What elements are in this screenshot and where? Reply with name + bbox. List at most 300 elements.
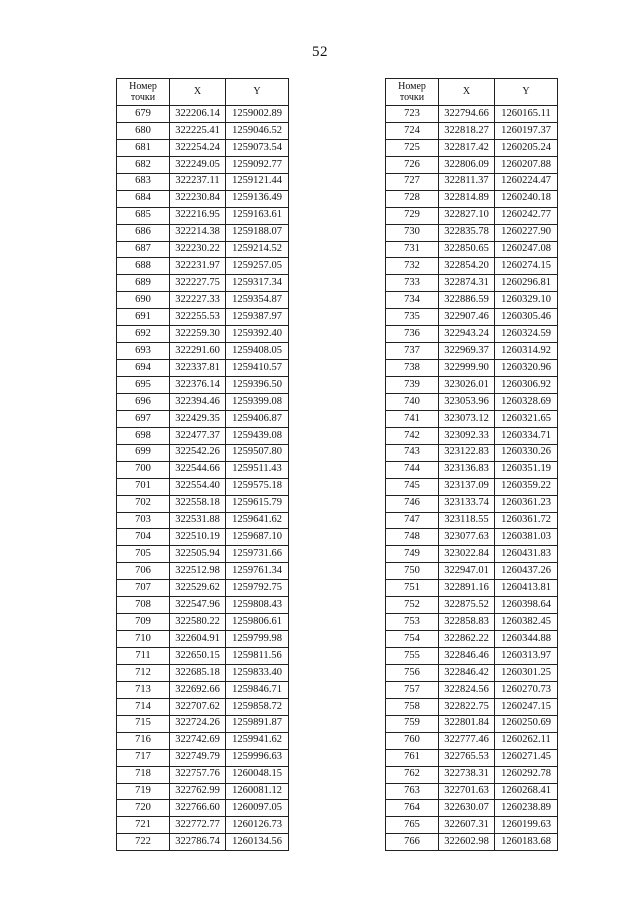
y-coordinate-cell: 1260306.92 [495, 377, 558, 394]
x-coordinate-cell: 323136.83 [439, 461, 495, 478]
x-coordinate-cell: 323022.84 [439, 546, 495, 563]
point-number-cell: 688 [117, 258, 170, 275]
x-coordinate-cell: 322580.22 [170, 614, 226, 631]
table-row [117, 563, 289, 580]
x-coordinate-cell: 322742.69 [170, 732, 226, 749]
y-coordinate-cell: 1260296.81 [495, 275, 558, 292]
point-number-cell: 732 [386, 258, 439, 275]
point-number-cell: 753 [386, 614, 439, 631]
table-row [117, 834, 289, 851]
y-coordinate-cell: 1260270.73 [495, 681, 558, 698]
x-coordinate-cell: 322858.83 [439, 614, 495, 631]
point-number-cell: 706 [117, 563, 170, 580]
point-number-cell: 714 [117, 698, 170, 715]
table-row [386, 529, 558, 546]
point-number-cell: 702 [117, 495, 170, 512]
x-coordinate-cell: 323026.01 [439, 377, 495, 394]
table-row [386, 427, 558, 444]
y-coordinate-cell: 1260240.18 [495, 190, 558, 207]
y-coordinate-cell: 1259507.80 [226, 444, 289, 461]
y-coordinate-cell: 1260126.73 [226, 817, 289, 834]
table-row [386, 207, 558, 224]
table-row [386, 698, 558, 715]
x-coordinate-cell: 322835.78 [439, 224, 495, 241]
table-row [117, 783, 289, 800]
table-row [386, 664, 558, 681]
x-coordinate-cell: 322907.46 [439, 309, 495, 326]
table-row [117, 648, 289, 665]
table-row [117, 427, 289, 444]
table-row [117, 139, 289, 156]
y-coordinate-cell: 1260351.19 [495, 461, 558, 478]
table-row [117, 410, 289, 427]
x-coordinate-cell: 322692.66 [170, 681, 226, 698]
table-row [386, 834, 558, 851]
x-coordinate-cell: 322249.05 [170, 156, 226, 173]
table-row [386, 580, 558, 597]
table-row [117, 309, 289, 326]
point-number-cell: 731 [386, 241, 439, 258]
table-row [386, 563, 558, 580]
table-row [117, 275, 289, 292]
y-coordinate-cell: 1259846.71 [226, 681, 289, 698]
y-coordinate-cell: 1259996.63 [226, 749, 289, 766]
y-coordinate-cell: 1260224.47 [495, 173, 558, 190]
y-coordinate-cell: 1259687.10 [226, 529, 289, 546]
y-coordinate-cell: 1260320.96 [495, 360, 558, 377]
table-row [117, 495, 289, 512]
table-row [117, 478, 289, 495]
table-row [117, 156, 289, 173]
x-coordinate-cell: 322772.77 [170, 817, 226, 834]
header-point-number-line1: Номер [129, 81, 157, 92]
point-number-cell: 750 [386, 563, 439, 580]
point-number-cell: 737 [386, 343, 439, 360]
x-coordinate-cell: 322230.22 [170, 241, 226, 258]
x-coordinate-cell: 323053.96 [439, 393, 495, 410]
point-number-cell: 698 [117, 427, 170, 444]
x-coordinate-cell: 322786.74 [170, 834, 226, 851]
table-header-row [117, 79, 289, 106]
x-coordinate-cell: 322227.75 [170, 275, 226, 292]
y-coordinate-cell: 1260183.68 [495, 834, 558, 851]
point-number-cell: 729 [386, 207, 439, 224]
x-coordinate-cell: 322701.63 [439, 783, 495, 800]
x-coordinate-cell: 322237.11 [170, 173, 226, 190]
point-number-cell: 747 [386, 512, 439, 529]
y-coordinate-cell: 1260381.03 [495, 529, 558, 546]
table-row [117, 800, 289, 817]
y-coordinate-cell: 1260227.90 [495, 224, 558, 241]
table-row [117, 393, 289, 410]
table-header-row [386, 79, 558, 106]
table-row [386, 156, 558, 173]
x-coordinate-cell: 322394.46 [170, 393, 226, 410]
point-number-cell: 762 [386, 766, 439, 783]
table-row [117, 241, 289, 258]
table-row [117, 326, 289, 343]
header-point-number-line2: точки [399, 92, 425, 103]
y-coordinate-cell: 1259092.77 [226, 156, 289, 173]
x-coordinate-cell: 322811.37 [439, 173, 495, 190]
table-row [386, 360, 558, 377]
point-number-cell: 705 [117, 546, 170, 563]
x-coordinate-cell: 322259.30 [170, 326, 226, 343]
point-number-cell: 740 [386, 393, 439, 410]
point-number-cell: 763 [386, 783, 439, 800]
page-number: 52 [312, 44, 328, 60]
table-row [386, 343, 558, 360]
point-number-cell: 719 [117, 783, 170, 800]
point-number-cell: 709 [117, 614, 170, 631]
table-row [386, 783, 558, 800]
point-number-cell: 686 [117, 224, 170, 241]
point-number-cell: 745 [386, 478, 439, 495]
y-coordinate-cell: 1259399.08 [226, 393, 289, 410]
y-coordinate-cell: 1260398.64 [495, 597, 558, 614]
x-coordinate-cell: 323077.63 [439, 529, 495, 546]
x-coordinate-cell: 322822.75 [439, 698, 495, 715]
x-coordinate-cell: 322650.15 [170, 648, 226, 665]
point-number-cell: 710 [117, 631, 170, 648]
y-coordinate-cell: 1260250.69 [495, 715, 558, 732]
table-row [117, 529, 289, 546]
point-number-cell: 746 [386, 495, 439, 512]
table-row [386, 732, 558, 749]
point-number-cell: 687 [117, 241, 170, 258]
point-number-cell: 736 [386, 326, 439, 343]
point-number-cell: 716 [117, 732, 170, 749]
y-coordinate-cell: 1260274.15 [495, 258, 558, 275]
y-coordinate-cell: 1260382.45 [495, 614, 558, 631]
x-coordinate-cell: 322227.33 [170, 292, 226, 309]
y-coordinate-cell: 1260268.41 [495, 783, 558, 800]
x-coordinate-cell: 322255.53 [170, 309, 226, 326]
y-coordinate-cell: 1259410.57 [226, 360, 289, 377]
table-row [386, 597, 558, 614]
y-coordinate-cell: 1259214.52 [226, 241, 289, 258]
point-number-cell: 741 [386, 410, 439, 427]
point-number-cell: 749 [386, 546, 439, 563]
table-row [117, 597, 289, 614]
point-number-cell: 699 [117, 444, 170, 461]
x-coordinate-cell: 322943.24 [439, 326, 495, 343]
header-point-number-line1: Номер [398, 81, 426, 92]
y-coordinate-cell: 1260199.63 [495, 817, 558, 834]
y-coordinate-cell: 1260328.69 [495, 393, 558, 410]
x-coordinate-cell: 322544.66 [170, 461, 226, 478]
table-row [386, 106, 558, 123]
x-coordinate-cell: 323073.12 [439, 410, 495, 427]
table-row [117, 106, 289, 123]
x-coordinate-cell: 322230.84 [170, 190, 226, 207]
table-row [117, 749, 289, 766]
point-number-cell: 683 [117, 173, 170, 190]
table-row [386, 631, 558, 648]
table-row [386, 410, 558, 427]
x-coordinate-cell: 322969.37 [439, 343, 495, 360]
point-number-cell: 727 [386, 173, 439, 190]
x-coordinate-cell: 322818.27 [439, 122, 495, 139]
x-coordinate-cell: 322206.14 [170, 106, 226, 123]
x-coordinate-cell: 322685.18 [170, 664, 226, 681]
y-coordinate-cell: 1259858.72 [226, 698, 289, 715]
point-number-cell: 720 [117, 800, 170, 817]
x-coordinate-cell: 323122.83 [439, 444, 495, 461]
table-row [117, 580, 289, 597]
point-number-cell: 757 [386, 681, 439, 698]
point-number-cell: 760 [386, 732, 439, 749]
point-number-cell: 690 [117, 292, 170, 309]
x-coordinate-cell: 322947.01 [439, 563, 495, 580]
x-coordinate-cell: 322291.60 [170, 343, 226, 360]
x-coordinate-cell: 322547.96 [170, 597, 226, 614]
point-number-cell: 704 [117, 529, 170, 546]
y-coordinate-cell: 1259833.40 [226, 664, 289, 681]
x-coordinate-cell: 322854.20 [439, 258, 495, 275]
table-row [117, 766, 289, 783]
point-number-cell: 766 [386, 834, 439, 851]
point-number-cell: 748 [386, 529, 439, 546]
point-number-cell: 711 [117, 648, 170, 665]
x-coordinate-cell: 322602.98 [439, 834, 495, 851]
point-number-cell: 744 [386, 461, 439, 478]
y-coordinate-cell: 1260344.88 [495, 631, 558, 648]
point-number-cell: 700 [117, 461, 170, 478]
y-coordinate-cell: 1259891.87 [226, 715, 289, 732]
point-number-cell: 738 [386, 360, 439, 377]
x-coordinate-cell: 322862.22 [439, 631, 495, 648]
y-coordinate-cell: 1259163.61 [226, 207, 289, 224]
table-row [386, 461, 558, 478]
y-coordinate-cell: 1259799.98 [226, 631, 289, 648]
point-number-cell: 713 [117, 681, 170, 698]
y-coordinate-cell: 1259806.61 [226, 614, 289, 631]
y-coordinate-cell: 1259439.08 [226, 427, 289, 444]
table-row [117, 715, 289, 732]
table-row [386, 309, 558, 326]
y-coordinate-cell: 1259615.79 [226, 495, 289, 512]
x-coordinate-cell: 322794.66 [439, 106, 495, 123]
table-row [117, 173, 289, 190]
y-coordinate-cell: 1259257.05 [226, 258, 289, 275]
y-coordinate-cell: 1259408.05 [226, 343, 289, 360]
x-coordinate-cell: 322874.31 [439, 275, 495, 292]
header-x: X [170, 79, 226, 106]
y-coordinate-cell: 1260437.26 [495, 563, 558, 580]
table-row [117, 546, 289, 563]
x-coordinate-cell: 322777.46 [439, 732, 495, 749]
y-coordinate-cell: 1260329.10 [495, 292, 558, 309]
table-row [117, 122, 289, 139]
x-coordinate-cell: 322766.60 [170, 800, 226, 817]
table-row [117, 614, 289, 631]
point-number-cell: 693 [117, 343, 170, 360]
table-row [386, 817, 558, 834]
y-coordinate-cell: 1259406.87 [226, 410, 289, 427]
x-coordinate-cell: 322554.40 [170, 478, 226, 495]
point-number-cell: 764 [386, 800, 439, 817]
point-number-cell: 717 [117, 749, 170, 766]
y-coordinate-cell: 1260359.22 [495, 478, 558, 495]
point-number-cell: 733 [386, 275, 439, 292]
point-number-cell: 707 [117, 580, 170, 597]
x-coordinate-cell: 322749.79 [170, 749, 226, 766]
y-coordinate-cell: 1259811.56 [226, 648, 289, 665]
y-coordinate-cell: 1260197.37 [495, 122, 558, 139]
table-row [117, 664, 289, 681]
point-number-cell: 765 [386, 817, 439, 834]
table-row [117, 461, 289, 478]
y-coordinate-cell: 1259392.40 [226, 326, 289, 343]
table-row [117, 698, 289, 715]
left-table-body [117, 106, 289, 851]
y-coordinate-cell: 1260305.46 [495, 309, 558, 326]
table-row [386, 495, 558, 512]
table-row [386, 512, 558, 529]
point-number-cell: 742 [386, 427, 439, 444]
y-coordinate-cell: 1260097.05 [226, 800, 289, 817]
table-row [386, 681, 558, 698]
point-number-cell: 694 [117, 360, 170, 377]
table-row [117, 817, 289, 834]
y-coordinate-cell: 1259002.89 [226, 106, 289, 123]
x-coordinate-cell: 322225.41 [170, 122, 226, 139]
table-row [386, 258, 558, 275]
y-coordinate-cell: 1259387.97 [226, 309, 289, 326]
x-coordinate-cell: 322765.53 [439, 749, 495, 766]
point-number-cell: 721 [117, 817, 170, 834]
point-number-cell: 682 [117, 156, 170, 173]
point-number-cell: 680 [117, 122, 170, 139]
table-row [117, 732, 289, 749]
table-row [386, 800, 558, 817]
table-row [117, 207, 289, 224]
x-coordinate-cell: 323133.74 [439, 495, 495, 512]
coordinates-table-left [116, 78, 289, 851]
point-number-cell: 751 [386, 580, 439, 597]
point-number-cell: 718 [117, 766, 170, 783]
point-number-cell: 681 [117, 139, 170, 156]
y-coordinate-cell: 1260413.81 [495, 580, 558, 597]
x-coordinate-cell: 322510.19 [170, 529, 226, 546]
x-coordinate-cell: 322850.65 [439, 241, 495, 258]
table-row [386, 393, 558, 410]
y-coordinate-cell: 1259641.62 [226, 512, 289, 529]
y-coordinate-cell: 1260081.12 [226, 783, 289, 800]
y-coordinate-cell: 1260247.15 [495, 698, 558, 715]
x-coordinate-cell: 322724.26 [170, 715, 226, 732]
x-coordinate-cell: 322531.88 [170, 512, 226, 529]
table-row [117, 292, 289, 309]
table-row [386, 190, 558, 207]
x-coordinate-cell: 322337.81 [170, 360, 226, 377]
point-number-cell: 752 [386, 597, 439, 614]
point-number-cell: 684 [117, 190, 170, 207]
y-coordinate-cell: 1260334.71 [495, 427, 558, 444]
y-coordinate-cell: 1259046.52 [226, 122, 289, 139]
table-row [117, 360, 289, 377]
point-number-cell: 701 [117, 478, 170, 495]
point-number-cell: 689 [117, 275, 170, 292]
x-coordinate-cell: 322824.56 [439, 681, 495, 698]
y-coordinate-cell: 1260361.72 [495, 512, 558, 529]
y-coordinate-cell: 1260301.25 [495, 664, 558, 681]
y-coordinate-cell: 1259188.07 [226, 224, 289, 241]
table-row [386, 648, 558, 665]
x-coordinate-cell: 323118.55 [439, 512, 495, 529]
y-coordinate-cell: 1260292.78 [495, 766, 558, 783]
table-row [117, 343, 289, 360]
table-row [386, 292, 558, 309]
y-coordinate-cell: 1260205.24 [495, 139, 558, 156]
table-row [386, 173, 558, 190]
y-coordinate-cell: 1259511.43 [226, 461, 289, 478]
y-coordinate-cell: 1259941.62 [226, 732, 289, 749]
x-coordinate-cell: 322891.16 [439, 580, 495, 597]
table-row [386, 122, 558, 139]
x-coordinate-cell: 322814.89 [439, 190, 495, 207]
y-coordinate-cell: 1259121.44 [226, 173, 289, 190]
table-row [386, 478, 558, 495]
table-row [117, 444, 289, 461]
table-row [386, 444, 558, 461]
x-coordinate-cell: 322512.98 [170, 563, 226, 580]
table-row [117, 258, 289, 275]
y-coordinate-cell: 1260330.26 [495, 444, 558, 461]
table-row [386, 224, 558, 241]
point-number-cell: 728 [386, 190, 439, 207]
x-coordinate-cell: 322254.24 [170, 139, 226, 156]
point-number-cell: 761 [386, 749, 439, 766]
point-number-cell: 743 [386, 444, 439, 461]
y-coordinate-cell: 1259575.18 [226, 478, 289, 495]
y-coordinate-cell: 1260048.15 [226, 766, 289, 783]
x-coordinate-cell: 322757.76 [170, 766, 226, 783]
table-row [386, 326, 558, 343]
y-coordinate-cell: 1260134.56 [226, 834, 289, 851]
x-coordinate-cell: 323137.09 [439, 478, 495, 495]
x-coordinate-cell: 322604.91 [170, 631, 226, 648]
header-y: Y [495, 79, 558, 106]
point-number-cell: 755 [386, 648, 439, 665]
y-coordinate-cell: 1260314.92 [495, 343, 558, 360]
y-coordinate-cell: 1260324.59 [495, 326, 558, 343]
y-coordinate-cell: 1260271.45 [495, 749, 558, 766]
x-coordinate-cell: 322214.38 [170, 224, 226, 241]
y-coordinate-cell: 1260247.08 [495, 241, 558, 258]
header-point-number [386, 79, 439, 106]
coordinates-table-right [385, 78, 558, 851]
table-row [386, 241, 558, 258]
x-coordinate-cell: 322738.31 [439, 766, 495, 783]
table-row [386, 715, 558, 732]
right-table-body [386, 106, 558, 851]
header-y: Y [226, 79, 289, 106]
y-coordinate-cell: 1260313.97 [495, 648, 558, 665]
y-coordinate-cell: 1260321.65 [495, 410, 558, 427]
x-coordinate-cell: 322376.14 [170, 377, 226, 394]
point-number-cell: 759 [386, 715, 439, 732]
point-number-cell: 697 [117, 410, 170, 427]
y-coordinate-cell: 1260165.11 [495, 106, 558, 123]
y-coordinate-cell: 1259761.34 [226, 563, 289, 580]
point-number-cell: 756 [386, 664, 439, 681]
point-number-cell: 739 [386, 377, 439, 394]
x-coordinate-cell: 322505.94 [170, 546, 226, 563]
table-row [386, 377, 558, 394]
table-row [117, 631, 289, 648]
